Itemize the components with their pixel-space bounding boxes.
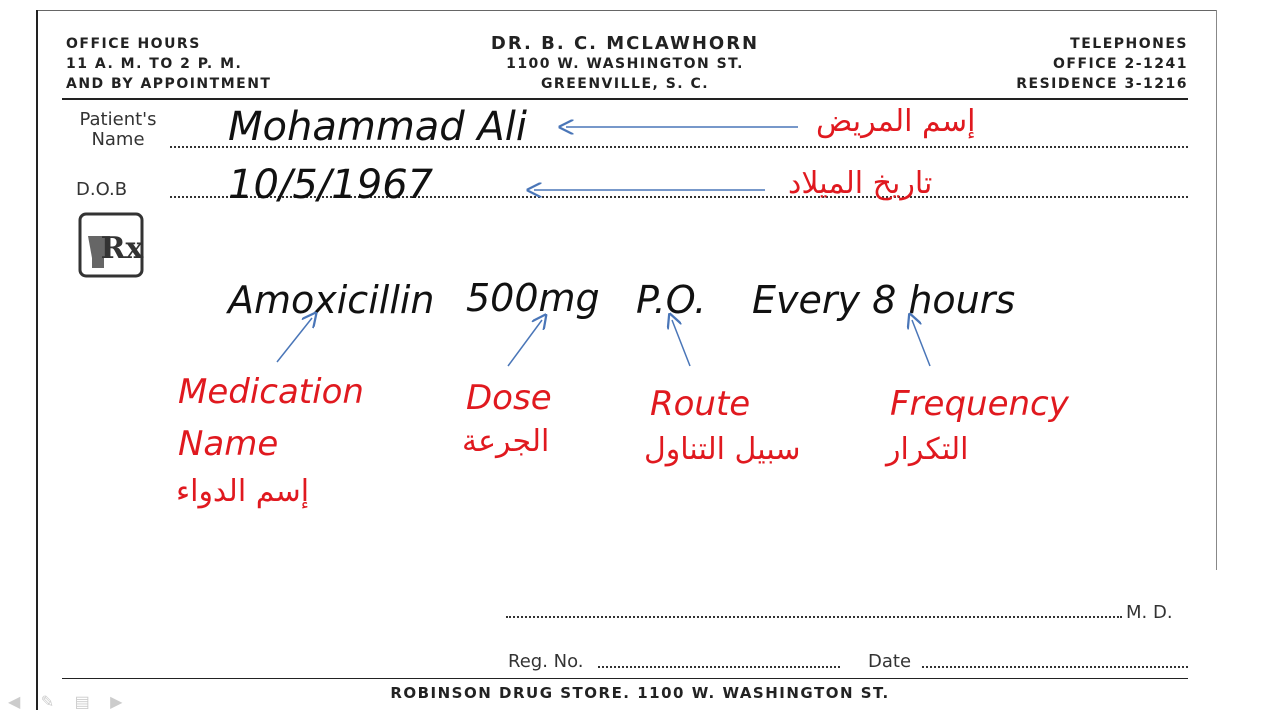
medication-arrow bbox=[277, 318, 312, 362]
dose-arabic: الجرعة bbox=[462, 424, 550, 459]
doctor-name: DR. B. C. MCLAWHORN bbox=[490, 33, 760, 54]
office-hours-line: OFFICE HOURS bbox=[66, 36, 201, 52]
office-hours-line: AND BY APPOINTMENT bbox=[66, 76, 272, 92]
dob-value: 10/5/1967 bbox=[228, 162, 434, 208]
route-annotation: Route bbox=[650, 384, 751, 424]
date-line bbox=[922, 666, 1188, 668]
dose-annotation: Dose bbox=[466, 378, 552, 418]
route-arabic: سبيل التناول bbox=[644, 432, 801, 467]
doctor-address-line: 1100 W. WASHINGTON ST. bbox=[506, 56, 744, 72]
frequency-arrow bbox=[912, 320, 930, 366]
frequency-arabic: التكرار bbox=[886, 432, 969, 467]
frequency-annotation: Frequency bbox=[890, 384, 1069, 424]
reg-no-line bbox=[598, 666, 840, 668]
medication-annotation-line: Medication bbox=[178, 372, 364, 412]
footer-divider bbox=[62, 678, 1188, 679]
office-hours-line: 11 A. M. TO 2 P. M. bbox=[66, 56, 243, 72]
dose-value: 500mg bbox=[466, 276, 600, 320]
dob-label: D.O.B bbox=[76, 179, 128, 200]
medication-name-value: Amoxicillin bbox=[228, 278, 435, 322]
doctor-address-line: GREENVILLE, S. C. bbox=[540, 76, 710, 92]
medication-name-arabic: إسم الدواء bbox=[176, 474, 310, 509]
patient-label-line: Name bbox=[91, 129, 145, 150]
footer-text: ROBINSON DRUG STORE. 1100 W. WASHINGTON ST. bbox=[390, 684, 890, 702]
slide-nav-icons[interactable]: ◀ ✎ ▤ ▶ bbox=[8, 694, 131, 711]
signature-line bbox=[506, 616, 1122, 618]
reg-no-label: Reg. No. bbox=[508, 651, 584, 672]
medication-name-annotation bbox=[178, 366, 364, 470]
telephones-line: TELEPHONES bbox=[1070, 36, 1188, 52]
patient-name-arabic: إسم المريض bbox=[816, 104, 976, 139]
rx-symbol: Rx bbox=[100, 231, 144, 266]
telephones-line: RESIDENCE 3-1216 bbox=[1016, 76, 1188, 92]
dose-arrow bbox=[508, 320, 542, 366]
telephones-line: OFFICE 2-1241 bbox=[1053, 56, 1188, 72]
md-label: M. D. bbox=[1126, 602, 1173, 623]
dob-arabic: تاريخ الميلاد bbox=[788, 166, 933, 201]
patient-name-value: Mohammad Ali bbox=[228, 104, 527, 150]
date-label: Date bbox=[868, 651, 912, 672]
medication-annotation-line: Name bbox=[178, 424, 279, 464]
frequency-value: Every 8 hours bbox=[752, 278, 1016, 322]
route-value: P.O. bbox=[636, 278, 707, 322]
patient-label-line: Patient's bbox=[79, 109, 157, 130]
route-arrow bbox=[672, 320, 690, 366]
